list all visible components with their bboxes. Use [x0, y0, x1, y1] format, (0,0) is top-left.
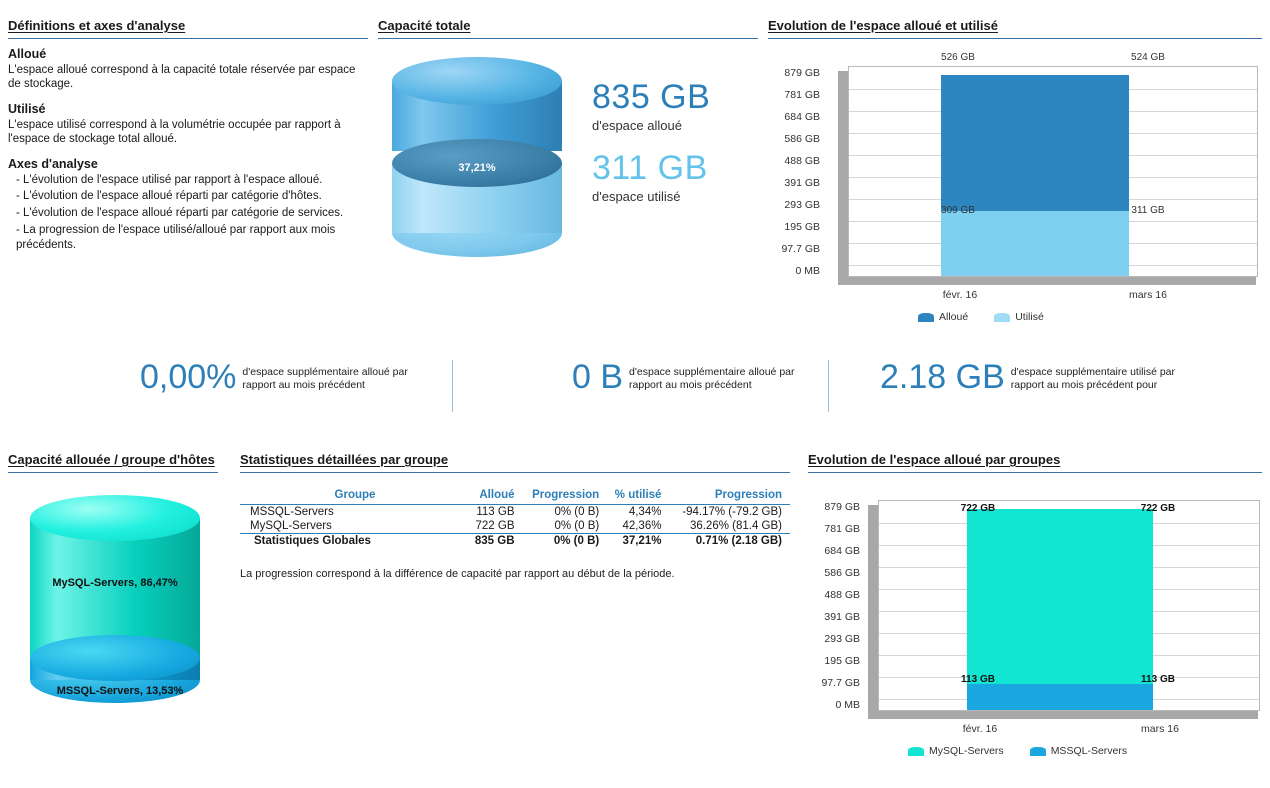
- definition-text-alloue: L'espace alloué correspond à la capacité totale réservée par espace de stockage.: [8, 64, 356, 91]
- axis-item: - L'évolution de l'espace utilisé par rapport à l'espace alloué.: [16, 173, 323, 186]
- data-label-used-2: 311 GB: [1131, 205, 1165, 216]
- detailed-stats-title: Statistiques détaillées par groupe: [240, 452, 449, 467]
- legend-label: Utilisé: [1015, 311, 1044, 323]
- legend-label: MSSQL-Servers: [1050, 745, 1128, 757]
- legend-swatch-icon: [908, 747, 924, 756]
- stats-table: [240, 487, 790, 548]
- axes-list: [8, 173, 368, 254]
- y-tick: 195 GB: [824, 655, 860, 667]
- col-pct-utilise: % utilisé: [607, 487, 669, 505]
- total-capacity-title: Capacité totale: [378, 18, 471, 33]
- col-alloue: Alloué: [468, 487, 523, 505]
- group-label-mysql: MySQL-Servers, 86,47%: [52, 577, 178, 589]
- y-tick: 586 GB: [784, 133, 820, 145]
- kpi-divider: [452, 360, 453, 412]
- cell-progression: 0% (0 B): [554, 520, 600, 532]
- cell-total-pct-utilise: 37,21%: [607, 534, 669, 549]
- legend-swatch-icon: [994, 313, 1010, 322]
- y-tick: 781 GB: [784, 89, 820, 101]
- data-label-mssql-2: 113 GB: [1141, 674, 1175, 685]
- chart-3d-left-wall: [868, 505, 878, 719]
- series-allocated-area: [941, 75, 1129, 211]
- group-cylinder-mid-disc: [30, 635, 200, 681]
- y-tick: 0 MB: [835, 699, 860, 711]
- kpi-divider: [828, 360, 829, 412]
- cell-groupe: MSSQL-Servers: [250, 506, 334, 518]
- data-label-mysql-1: 722 GB: [960, 503, 996, 514]
- table-row: [240, 505, 790, 520]
- cell-groupe: MySQL-Servers: [250, 520, 332, 532]
- cell-pct-utilise: 4,34%: [628, 506, 662, 518]
- cell-total-progression-2: 0.71% (2.18 GB): [669, 534, 790, 549]
- total-capacity-panel: [378, 18, 758, 257]
- stats-note: La progression correspond à la différence de capacité par rapport au début de la période.: [240, 568, 675, 580]
- kpi-text: d'espace supplémentaire alloué par rapport au mois précédent: [629, 366, 795, 392]
- legend-label: Alloué: [939, 311, 969, 323]
- series-used-area: [941, 211, 1129, 276]
- y-tick: 293 GB: [784, 199, 820, 211]
- y-tick: 293 GB: [824, 633, 860, 645]
- y-tick: 97.7 GB: [781, 243, 820, 255]
- kpi-text: d'espace supplémentaire utilisé par rapport au mois précédent pour: [1010, 366, 1176, 392]
- col-progression: Progression: [523, 487, 608, 505]
- y-tick: 391 GB: [824, 611, 860, 623]
- x-tick: mars 16: [1141, 723, 1179, 735]
- capacity-cylinder-chart: [392, 57, 592, 257]
- definition-text-utilise: L'espace utilisé correspond à la volumétrie occupée par rapport à l'espace de stockage total alloué.: [8, 118, 341, 146]
- plot-area: [878, 500, 1260, 711]
- used-value: 311 GB: [592, 149, 708, 187]
- y-tick: 391 GB: [784, 177, 820, 189]
- kpi-used-growth: [880, 360, 1201, 394]
- chart-legend: [918, 311, 1044, 323]
- definitions-rule: [8, 38, 368, 39]
- group-evolution-chart: [808, 473, 1262, 763]
- detailed-stats-panel: [240, 452, 790, 580]
- kpi-number: 2.18 GB: [880, 358, 1005, 396]
- group-label-mssql: MSSQL-Servers, 13,53%: [56, 685, 184, 697]
- data-label-mysql-2: 722 GB: [1140, 503, 1176, 514]
- axis-item: - L'évolution de l'espace alloué réparti par catégorie de services.: [16, 207, 344, 220]
- data-label-allocated-2: 524 GB: [1131, 52, 1165, 63]
- legend-item-alloue: [918, 311, 968, 323]
- allocated-used-evolution-title: Evolution de l'espace alloué et utilisé: [768, 18, 998, 33]
- kpi-text: d'espace supplémentaire alloué par rapport au mois précédent: [242, 366, 408, 392]
- capacity-figures: [592, 78, 710, 220]
- data-label-mssql-1: 113 GB: [961, 674, 995, 685]
- detailed-stats-rule: [240, 472, 790, 473]
- group-capacity-title: Capacité allouée / groupe d'hôtes: [8, 452, 215, 467]
- definitions-title: Définitions et axes d'analyse: [8, 18, 186, 33]
- chart-3d-left-wall: [838, 71, 848, 285]
- group-cylinder-top-disc: [30, 495, 200, 541]
- cylinder-top-disc: [392, 57, 562, 105]
- definition-heading-utilise: Utilisé: [8, 101, 46, 116]
- series-mssql-area: [967, 684, 1153, 710]
- data-label-used-1: 309 GB: [941, 205, 975, 216]
- y-tick: 97.7 GB: [821, 677, 860, 689]
- legend-swatch-icon: [918, 313, 934, 322]
- cell-progression: 0% (0 B): [554, 506, 600, 518]
- allocated-value: 835 GB: [592, 78, 711, 116]
- col-progression-2: Progression: [669, 487, 790, 505]
- legend-item-utilise: [994, 311, 1044, 323]
- cell-progression-2: 36.26% (81.4 GB): [689, 520, 782, 532]
- y-tick: 684 GB: [784, 111, 820, 123]
- y-tick: 488 GB: [824, 589, 860, 601]
- data-label-allocated-1: 526 GB: [941, 52, 975, 63]
- cell-total-label: Statistiques Globales: [240, 534, 468, 549]
- total-capacity-rule: [378, 38, 758, 39]
- y-tick: 684 GB: [824, 545, 860, 557]
- x-tick: mars 16: [1129, 289, 1167, 301]
- cell-alloue: 722 GB: [475, 520, 515, 532]
- y-tick: 781 GB: [824, 523, 860, 535]
- group-evolution-panel: [808, 452, 1262, 763]
- table-row: [240, 519, 790, 534]
- allocated-used-evolution-panel: [768, 18, 1262, 339]
- allocated-used-chart: [768, 39, 1262, 339]
- y-tick: 586 GB: [824, 567, 860, 579]
- cell-pct-utilise: 42,36%: [622, 520, 662, 532]
- legend-swatch-icon: [1030, 747, 1046, 756]
- group-capacity-cylinder-chart: [22, 495, 222, 700]
- cell-total-progression: 0% (0 B): [523, 534, 608, 549]
- chart-legend: [908, 745, 1127, 757]
- series-mysql-area: [967, 509, 1153, 684]
- legend-item-mssql: [1030, 745, 1127, 757]
- col-groupe: Groupe: [240, 487, 468, 505]
- definition-heading-alloue: Alloué: [8, 47, 47, 61]
- used-caption: d'espace utilisé: [592, 189, 681, 204]
- plot-area: [848, 66, 1258, 277]
- kpi-allocated-bytes: [572, 360, 819, 394]
- cylinder-percent-label: 37,21%: [458, 162, 496, 174]
- y-tick: 0 MB: [795, 265, 820, 277]
- cell-progression-2: -94.17% (-79.2 GB): [682, 506, 782, 518]
- y-tick: 195 GB: [784, 221, 820, 233]
- kpi-row: [0, 360, 1270, 420]
- group-capacity-rule: [8, 472, 218, 473]
- axis-item: - La progression de l'espace utilisé/alloué par rapport aux mois précédents.: [16, 224, 336, 252]
- definitions-panel: [8, 18, 368, 255]
- table-total-row: [240, 534, 790, 549]
- group-capacity-panel: [8, 452, 218, 700]
- y-tick: 488 GB: [784, 155, 820, 167]
- table-header-row: [240, 487, 790, 505]
- y-tick: 879 GB: [784, 67, 820, 79]
- y-tick: 879 GB: [824, 501, 860, 513]
- allocated-caption: d'espace alloué: [592, 118, 682, 133]
- cell-total-alloue: 835 GB: [468, 534, 523, 549]
- group-evolution-title: Evolution de l'espace alloué par groupes: [808, 452, 1061, 467]
- x-tick: févr. 16: [962, 723, 998, 735]
- legend-item-mysql: [908, 745, 1004, 757]
- axis-item: - L'évolution de l'espace alloué réparti par catégorie d'hôtes.: [16, 190, 322, 203]
- kpi-number: 0,00%: [140, 358, 237, 396]
- x-tick: févr. 16: [942, 289, 978, 301]
- legend-label: MySQL-Servers: [929, 745, 1004, 757]
- axes-heading: Axes d'analyse: [8, 156, 98, 171]
- kpi-allocated-percent: [140, 360, 432, 394]
- cell-alloue: 113 GB: [476, 506, 515, 518]
- kpi-number: 0 B: [572, 358, 624, 396]
